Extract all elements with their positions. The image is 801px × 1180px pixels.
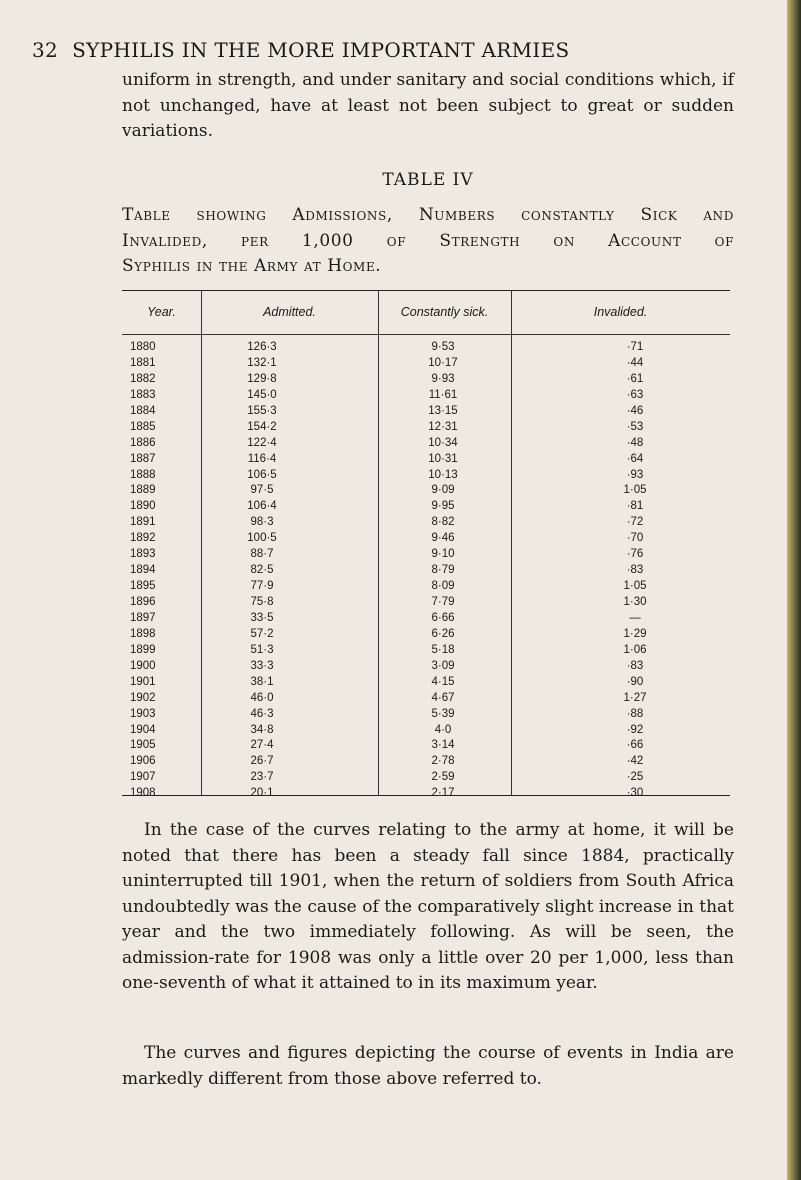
year-cell: 1895 xyxy=(130,580,156,593)
intro-paragraph: uniform in strength, and under sanitary and social conditions which, if not unchanged, have at least not been subject to great or sudden variations. xyxy=(122,70,734,141)
table-row xyxy=(122,627,730,643)
year-cell: 1904 xyxy=(130,723,156,736)
header-year: Year. xyxy=(147,305,176,319)
sick-cell: 8·79 xyxy=(431,564,455,577)
table-row xyxy=(122,786,730,802)
sick-cell: 9·95 xyxy=(431,500,455,513)
admitted-cell: 145·0 xyxy=(247,388,277,401)
invalided-cell: 1·29 xyxy=(623,627,647,640)
invalided-cell: ·30 xyxy=(626,787,644,800)
sick-cell: 3·09 xyxy=(431,659,455,672)
table-row xyxy=(122,340,730,356)
table-row xyxy=(122,547,730,563)
invalided-cell: ·71 xyxy=(626,341,644,353)
invalided-cell: 1·27 xyxy=(623,691,647,704)
year-cell: 1889 xyxy=(130,484,156,497)
invalided-cell: ·88 xyxy=(626,707,644,720)
year-cell: 1891 xyxy=(130,516,156,529)
table-row xyxy=(122,691,730,707)
year-cell: 1888 xyxy=(130,468,156,481)
sick-cell: 9·93 xyxy=(431,372,455,385)
invalided-cell: 1·05 xyxy=(623,580,647,593)
year-cell: 1887 xyxy=(130,452,156,465)
year-cell: 1905 xyxy=(130,739,156,752)
year-cell: 1883 xyxy=(130,388,156,401)
invalided-cell: 1·05 xyxy=(623,484,647,497)
caption-line-1: Table showing Admissions, Numbers constantly Sick and xyxy=(122,205,734,225)
syphilis-table xyxy=(122,290,730,800)
admitted-cell: 154·2 xyxy=(247,420,277,433)
table-row xyxy=(122,723,730,739)
sick-cell: 8·09 xyxy=(431,580,455,593)
admitted-cell: 100·5 xyxy=(247,532,277,545)
invalided-cell: ·44 xyxy=(626,356,644,369)
year-cell: 1907 xyxy=(130,771,156,784)
year-cell: 1886 xyxy=(130,436,156,449)
sick-cell: 6·26 xyxy=(431,627,455,640)
admitted-cell: 33·5 xyxy=(250,611,274,624)
table-caption xyxy=(122,203,734,280)
sick-cell: 9·09 xyxy=(431,484,455,497)
year-cell: 1894 xyxy=(130,564,156,577)
table-row xyxy=(122,770,730,786)
invalided-cell: 1·06 xyxy=(623,643,647,656)
invalided-cell: ·81 xyxy=(626,500,644,513)
caption-line-2: Invalided, per 1,000 of Strength on Account of xyxy=(122,230,734,251)
admitted-cell: 126·3 xyxy=(247,341,277,353)
table-row xyxy=(122,675,730,691)
invalided-cell: ·93 xyxy=(626,468,644,481)
running-title: SYPHILIS IN THE MORE IMPORTANT ARMIES xyxy=(72,38,570,62)
table-row xyxy=(122,611,730,627)
admitted-cell: 106·5 xyxy=(247,468,277,481)
table-row xyxy=(122,707,730,723)
sick-cell: 10·34 xyxy=(428,436,458,449)
year-cell: 1906 xyxy=(130,755,156,768)
admitted-cell: 27·4 xyxy=(250,739,274,752)
year-cell: 1892 xyxy=(130,532,156,545)
sick-cell: 4·0 xyxy=(434,723,452,736)
invalided-cell: ·66 xyxy=(626,739,644,752)
sick-cell: 2·59 xyxy=(431,771,455,784)
invalided-cell: ·70 xyxy=(626,532,644,545)
admitted-cell: 46·0 xyxy=(250,691,274,704)
invalided-cell: ·42 xyxy=(626,755,644,768)
admitted-cell: 20·1 xyxy=(250,787,274,800)
table-row xyxy=(122,483,730,499)
invalided-cell: — xyxy=(629,611,641,624)
year-cell: 1882 xyxy=(130,372,156,385)
sick-cell: 2·17 xyxy=(431,787,455,800)
admitted-cell: 82·5 xyxy=(250,564,274,577)
invalided-cell: ·48 xyxy=(626,436,644,449)
table-row xyxy=(122,738,730,754)
invalided-cell: ·83 xyxy=(626,659,644,672)
admitted-cell: 46·3 xyxy=(250,707,274,720)
paragraph-2-text: In the case of the curves relating to the army at home, it will be noted that there has been a steady fall since 1884, practically uninterrupted till 1901, when the return of soldiers from South Africa undoubtedly was the cause of the comparatively slight increase in that year and the two immediately following. As will be seen, the admission-rate for 1908 was only a little over 20 per 1,000, less than one-seventh of what it attained to in its maximum year. xyxy=(122,820,734,993)
sick-cell: 4·67 xyxy=(431,691,455,704)
invalided-cell: ·83 xyxy=(626,564,644,577)
paragraph-2 xyxy=(122,818,734,997)
table-row xyxy=(122,468,730,484)
sick-cell: 6·66 xyxy=(431,611,455,624)
table-row xyxy=(122,579,730,595)
header-sick: Constantly sick. xyxy=(400,305,489,319)
admitted-cell: 122·4 xyxy=(247,436,277,449)
table-row xyxy=(122,499,730,515)
sick-cell: 12·31 xyxy=(428,420,458,433)
paragraph-3-text: The curves and figures depicting the course of events in India are markedly different from those above referred to. xyxy=(122,1043,734,1089)
table-row xyxy=(122,356,730,372)
admitted-cell: 132·1 xyxy=(247,356,277,369)
paragraph-3 xyxy=(122,1041,734,1092)
year-cell: 1902 xyxy=(130,691,156,704)
year-cell: 1890 xyxy=(130,500,156,513)
sick-cell: 8·82 xyxy=(431,516,455,529)
year-cell: 1885 xyxy=(130,420,156,433)
invalided-cell: ·25 xyxy=(626,771,644,784)
sick-cell: 9·53 xyxy=(431,341,455,353)
sick-cell: 7·79 xyxy=(431,596,455,608)
admitted-cell: 77·9 xyxy=(250,580,274,593)
table-row xyxy=(122,515,730,531)
invalided-cell: ·53 xyxy=(626,420,644,433)
year-cell: 1897 xyxy=(130,611,156,624)
table-row xyxy=(122,452,730,468)
sick-cell: 10·13 xyxy=(428,468,458,481)
year-cell: 1899 xyxy=(130,643,156,656)
table-label: TABLE IV xyxy=(382,170,474,190)
sick-cell: 5·39 xyxy=(431,707,455,720)
table-row xyxy=(122,659,730,675)
sick-cell: 3·14 xyxy=(431,739,455,752)
table-row xyxy=(122,388,730,404)
invalided-cell: ·72 xyxy=(626,516,644,529)
invalided-cell: ·76 xyxy=(626,548,644,561)
admitted-cell: 38·1 xyxy=(250,675,274,688)
year-cell: 1880 xyxy=(130,341,156,353)
admitted-cell: 34·8 xyxy=(250,723,274,736)
admitted-cell: 23·7 xyxy=(250,771,274,784)
header-invalided: Invalided. xyxy=(593,305,648,319)
admitted-cell: 116·4 xyxy=(247,452,277,465)
sick-cell: 13·15 xyxy=(428,404,458,417)
table-body xyxy=(122,340,730,802)
table-row xyxy=(122,436,730,452)
table-header xyxy=(122,291,730,335)
table-row xyxy=(122,643,730,659)
year-cell: 1893 xyxy=(130,548,156,561)
year-cell: 1908 xyxy=(130,787,156,800)
year-cell: 1903 xyxy=(130,707,156,720)
admitted-cell: 97·5 xyxy=(250,484,274,497)
admitted-cell: 57·2 xyxy=(250,627,274,640)
admitted-cell: 33·3 xyxy=(250,659,274,672)
invalided-cell: 1·30 xyxy=(623,596,647,608)
admitted-cell: 106·4 xyxy=(247,500,277,513)
sick-cell: 9·10 xyxy=(431,548,455,561)
year-cell: 1896 xyxy=(130,596,156,608)
sick-cell: 10·17 xyxy=(428,356,458,369)
admitted-cell: 51·3 xyxy=(250,643,274,656)
invalided-cell: ·64 xyxy=(626,452,644,465)
table-row xyxy=(122,754,730,770)
admitted-cell: 129·8 xyxy=(247,372,277,385)
table-row xyxy=(122,563,730,579)
sick-cell: 4·15 xyxy=(431,675,455,688)
year-cell: 1884 xyxy=(130,404,156,417)
admitted-cell: 98·3 xyxy=(250,516,274,529)
sick-cell: 10·31 xyxy=(428,452,458,465)
sick-cell: 9·46 xyxy=(431,532,455,545)
sick-cell: 2·78 xyxy=(431,755,455,768)
sick-cell: 5·18 xyxy=(431,643,455,656)
invalided-cell: ·46 xyxy=(626,404,644,417)
year-cell: 1881 xyxy=(130,356,156,369)
invalided-cell: ·63 xyxy=(626,388,644,401)
table-row xyxy=(122,531,730,547)
admitted-cell: 88·7 xyxy=(250,548,274,561)
table-row xyxy=(122,595,730,611)
table-row xyxy=(122,420,730,436)
table-row xyxy=(122,404,730,420)
table-row xyxy=(122,372,730,388)
year-cell: 1901 xyxy=(130,675,156,688)
header-admitted: Admitted. xyxy=(263,305,316,319)
invalided-cell: ·92 xyxy=(626,723,644,736)
sick-cell: 11·61 xyxy=(428,388,458,401)
admitted-cell: 155·3 xyxy=(247,404,277,417)
year-cell: 1900 xyxy=(130,659,156,672)
page-number: 32 xyxy=(32,38,59,62)
admitted-cell: 75·8 xyxy=(250,596,274,608)
admitted-cell: 26·7 xyxy=(250,755,274,768)
invalided-cell: ·90 xyxy=(626,675,644,688)
year-cell: 1898 xyxy=(130,627,156,640)
invalided-cell: ·61 xyxy=(626,372,644,385)
page-edge xyxy=(787,0,801,1180)
running-head xyxy=(32,38,732,62)
caption-line-3: Syphilis in the Army at Home. xyxy=(122,256,382,276)
